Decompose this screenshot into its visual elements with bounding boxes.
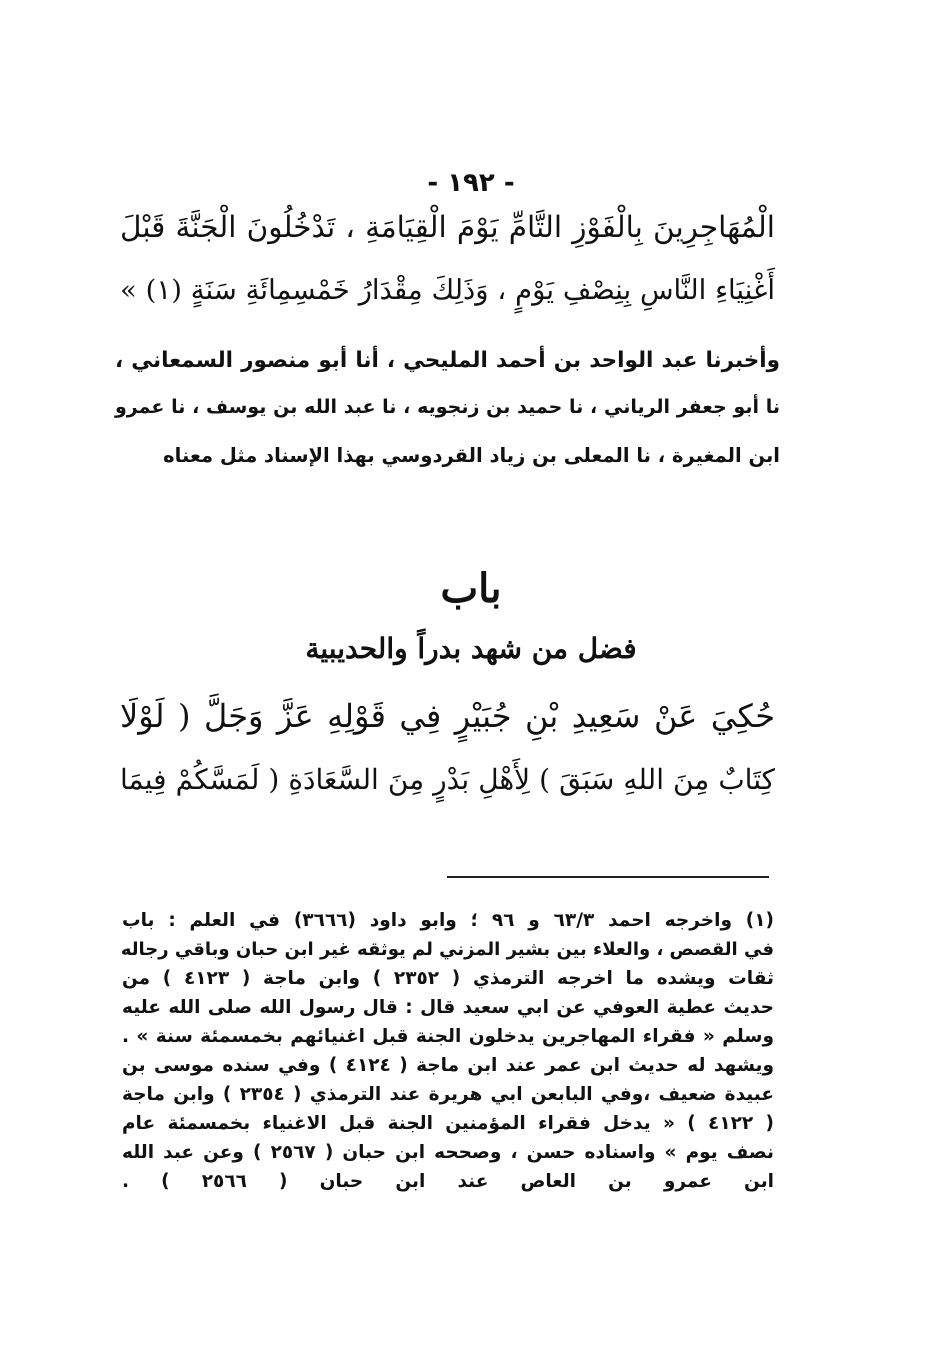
chapter-line: كِتَابٌ مِنَ اللهِ سَبَقَ ) لِأَهْلِ بَدْرٍ مِنَ السَّعَادَةِ ( لَمَسَّكُمْ فِيمَا bbox=[120, 763, 775, 796]
isnad-line: وأخبرنا عبد الواحد بن أحمد المليحي ، أنا أبو منصور السمعاني ، bbox=[115, 348, 780, 373]
footnote-line: ( ٤١٢٢ ) « يدخل فقراء المؤمنين الجنة قبل الاغنياء بخمسمئة عام bbox=[122, 1113, 774, 1134]
isnad-line: نا أبو جعفر الرياني ، نا حميد بن زنجويه ، نا عبد الله بن يوسف ، نا عمرو bbox=[115, 396, 780, 418]
hadith-paragraph bbox=[120, 210, 775, 340]
footnote-line: حديث عطية العوفي عن ابي سعيد قال : قال رسول الله صلى الله عليه bbox=[122, 997, 774, 1018]
footnote-line: وسلم « فقراء المهاجرين يدخلون الجنة قبل اغنيائهم بخمسمئة سنة » . bbox=[122, 1026, 774, 1047]
page-number: - ١٩٢ - bbox=[427, 168, 515, 198]
footnote-line: (١) واخرجه احمد ٦٣/٣ و ٩٦ ؛ وابو داود (٣٦٦٦) في العلم : باب bbox=[122, 910, 774, 931]
footnote-divider bbox=[447, 876, 769, 878]
chapter-title: باب bbox=[440, 565, 502, 612]
footnote-line: ثقات ويشده ما اخرجه الترمذي ( ٢٣٥٢ ) وابن ماجة ( ٤١٢٣ ) من bbox=[122, 968, 774, 989]
footnote bbox=[122, 910, 774, 1240]
footnote-line: نصف يوم » واسناده حسن ، وصححه ابن حبان ( ٢٥٦٧ ) وعن عبد الله bbox=[122, 1142, 774, 1163]
isnad-paragraph bbox=[115, 348, 780, 488]
footnote-line: عبيدة ضعيف ،وفي البابعن ابي هريرة عند الترمذي ( ٢٣٥٤ ) وابن ماجة bbox=[122, 1084, 774, 1105]
chapter-subtitle: فضل من شهد بدراً والحديبية bbox=[305, 632, 637, 665]
hadith-line: الْمُهَاجِرِينَ بِالْفَوْزِ التَّامِّ يَوْمَ الْقِيَامَةِ ، تَدْخُلُونَ الْجَنَّةَ قَبْلَ bbox=[120, 210, 775, 244]
footnote-line: ويشهد له حديث ابن عمر عند ابن ماجة ( ٤١٢٤ ) وفي سنده موسى بن bbox=[122, 1055, 774, 1076]
isnad-line: ابن المغيرة ، نا المعلى بن زياد القردوسي بهذا الإسناد مثل معناه bbox=[163, 444, 780, 467]
chapter-line: حُكِيَ عَنْ سَعِيدِ بْنِ جُبَيْرٍ فِي قَوْلِهِ عَزَّ وَجَلَّ ( لَوْلَا bbox=[120, 697, 775, 735]
hadith-line: أَغْنِيَاءِ النَّاسِ بِنِصْفِ يَوْمٍ ، وَذَلِكَ مِقْدَارُ خَمْسِمِائَةِ سَنَةٍ (١) » bbox=[120, 274, 775, 306]
footnote-line: ابن عمرو بن العاص عند ابن حبان ( ٢٥٦٦ ) . bbox=[122, 1171, 774, 1192]
chapter-paragraph bbox=[120, 697, 775, 817]
footnote-line: في القصص ، والعلاء بين بشير المزني لم يوثقه غير ابن حبان وباقي رجاله bbox=[120, 939, 774, 960]
